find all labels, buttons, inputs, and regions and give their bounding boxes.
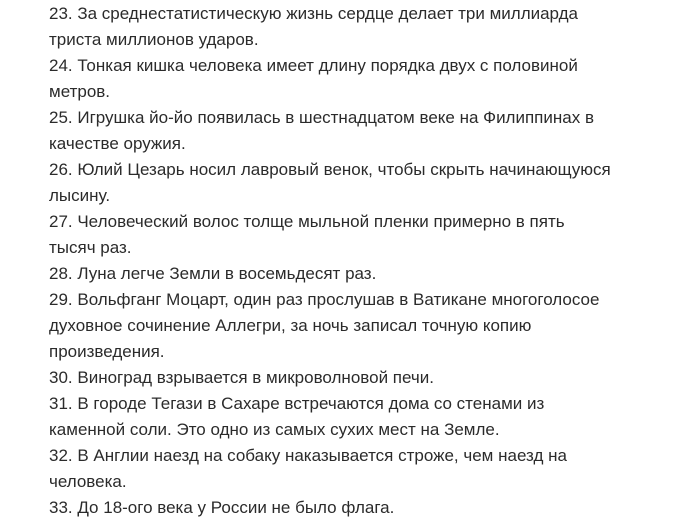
fact-item [49, 287, 649, 365]
fact-line: 25. Игрушка йо-йо появилась в шестнадцатом веке на Филиппинах в [49, 108, 594, 127]
facts-list [49, 1, 700, 521]
fact-item [49, 209, 649, 261]
fact-item [49, 53, 649, 105]
fact-line: 33. До 18-ого века у России не было флага. [49, 498, 395, 517]
fact-item [49, 261, 649, 287]
fact-line: 32. В Англии наезд на собаку наказывается строже, чем наезд на [49, 446, 567, 465]
fact-line: 30. Виноград взрывается в микроволновой печи. [49, 368, 434, 387]
fact-line: человека. [49, 472, 127, 491]
fact-line: 29. Вольфганг Моцарт, один раз прослушав в Ватикане многоголосое [49, 290, 600, 309]
fact-item [49, 443, 649, 495]
fact-line: лысину. [49, 186, 111, 205]
fact-line: тысяч раз. [49, 238, 132, 257]
fact-line: метров. [49, 82, 111, 101]
fact-line: 24. Тонкая кишка человека имеет длину порядка двух с половиной [49, 56, 578, 75]
fact-line: произведения. [49, 342, 165, 361]
fact-line: 31. В городе Тегази в Сахаре встречаются дома со стенами из [49, 394, 545, 413]
fact-item [49, 391, 649, 443]
fact-item [49, 157, 649, 209]
fact-line: качестве оружия. [49, 134, 186, 153]
fact-item [49, 365, 649, 391]
fact-line: 23. За среднестатистическую жизнь сердце делает три миллиарда [49, 4, 579, 23]
fact-line: 26. Юлий Цезарь носил лавровый венок, чтобы скрыть начинающуюся [49, 160, 611, 179]
fact-line: духовное сочинение Аллегри, за ночь записал точную копию [49, 316, 532, 335]
fact-item [49, 1, 649, 53]
fact-line: 27. Человеческий волос толще мыльной пленки примерно в пять [49, 212, 565, 231]
fact-item [49, 495, 649, 521]
fact-item [49, 105, 649, 157]
fact-line: 28. Луна легче Земли в восемьдесят раз. [49, 264, 377, 283]
fact-line: триста миллионов ударов. [49, 30, 259, 49]
fact-line: каменной соли. Это одно из самых сухих мест на Земле. [49, 420, 500, 439]
